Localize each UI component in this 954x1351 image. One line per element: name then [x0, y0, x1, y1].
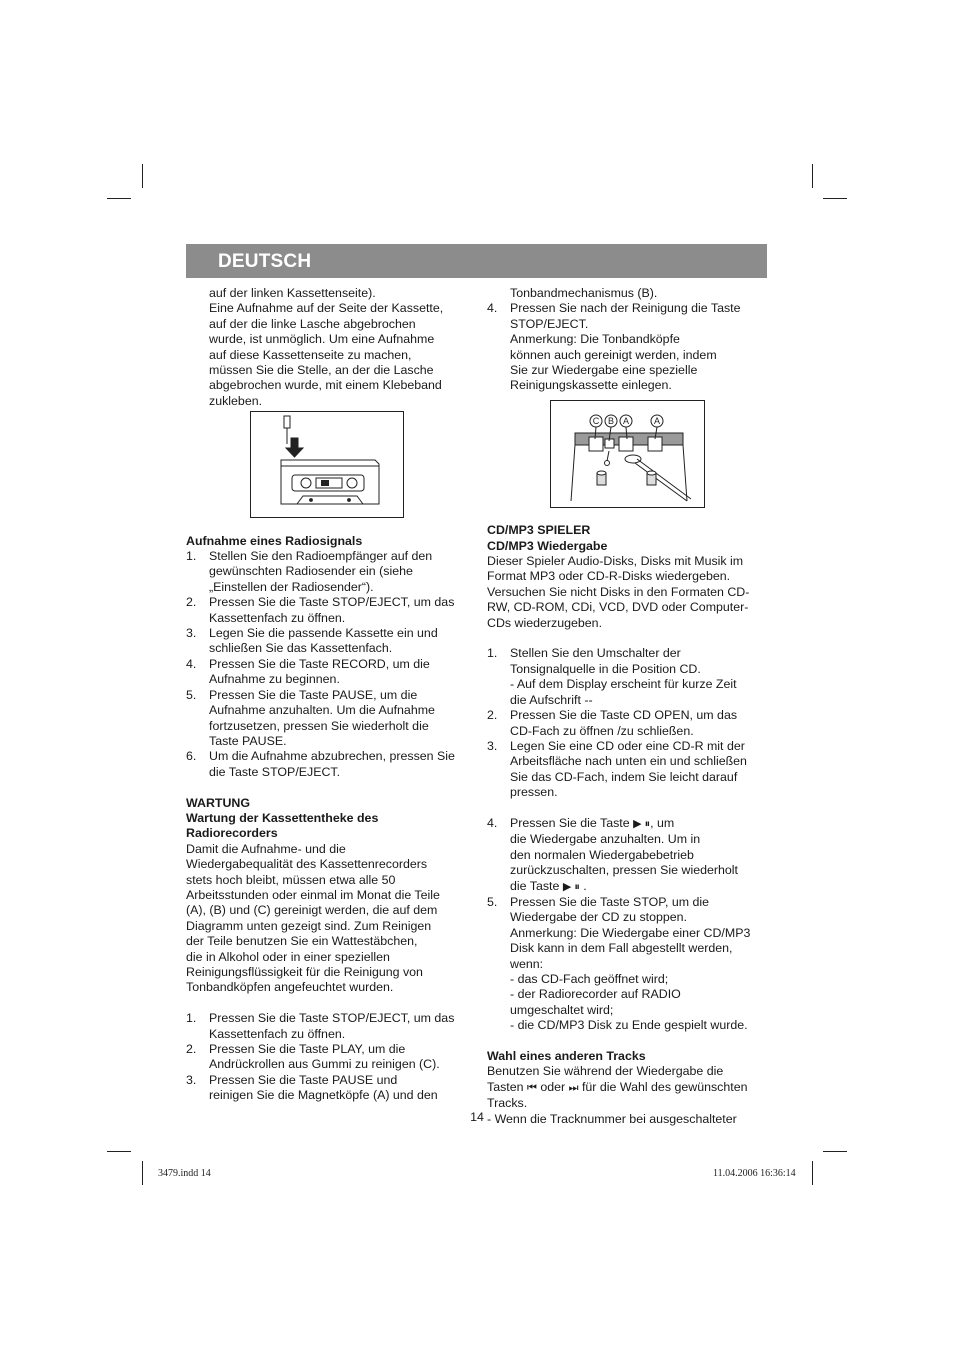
spacer	[487, 631, 772, 646]
language-title: DEUTSCH	[218, 251, 312, 272]
text-line: der Teile benutzen Sie ein Wattestäbchen,	[186, 934, 418, 949]
list-item	[487, 646, 772, 708]
text-line: CD-Fach zu öffnen /zu schließen.	[510, 723, 694, 738]
step-number: 4.	[487, 301, 498, 316]
list-item	[487, 739, 772, 801]
crop-mark	[107, 1151, 131, 1152]
text-line: Pressen Sie die Taste STOP/EJECT, um das	[209, 1011, 455, 1026]
text-fragment: für die Wahl des gewünschten	[581, 1079, 748, 1094]
text-line: Tonbandköpfen angefeuchtet wurden.	[186, 980, 394, 995]
text-line: Stellen Sie den Umschalter der	[510, 646, 681, 661]
text-line: Legen Sie die passende Kassette ein und	[209, 626, 438, 641]
spacer	[186, 518, 470, 533]
text-fragment: die Taste	[510, 878, 560, 893]
crop-mark	[107, 198, 131, 199]
page-number: 14	[470, 1110, 484, 1124]
spacer	[487, 1034, 772, 1049]
language-header-bar	[186, 244, 767, 278]
print-timestamp: 11.04.2006 16:36:14	[713, 1168, 796, 1179]
play-pause-icon: ▶ ⏸	[633, 817, 651, 830]
step-number: 6.	[186, 749, 197, 764]
text-line: Format MP3 oder CD-R-Disks wiedergeben.	[487, 569, 731, 584]
radio-recording-heading: Aufnahme eines Radiosignals	[186, 533, 363, 548]
cassette-illustration-svg	[251, 412, 403, 517]
text-line: - der Radiorecorder auf RADIO	[510, 987, 681, 1002]
spacer	[487, 508, 772, 523]
text-fragment: oder	[540, 1079, 566, 1094]
text-line: Dieser Spieler Audio-Disks, Disks mit Musik im	[487, 554, 744, 569]
text-line: die in Alkohol oder in einer speziellen	[186, 949, 390, 964]
text-line	[487, 1080, 772, 1096]
text-line: Pressen Sie nach der Reinigung die Taste	[510, 301, 741, 316]
text-line: auf diese Kassettenseite zu machen,	[209, 347, 412, 362]
text-line: die Aufschrift --	[510, 692, 593, 707]
text-line: Aufnahme anzuhalten. Um die Aufnahme	[209, 703, 435, 718]
spacer	[186, 996, 470, 1011]
label-a: A	[622, 415, 630, 426]
maintenance-heading: WARTUNG	[186, 795, 251, 810]
print-file-info: 3479.indd 14	[158, 1168, 211, 1179]
maintenance-steps-continued	[487, 301, 772, 393]
cd-player-heading: CD/MP3 SPIELER	[487, 523, 591, 538]
text-line: (A), (B) und (C) gereinigt werden, die auf dem	[186, 903, 438, 918]
text-line: Aufnahme zu beginnen.	[209, 672, 340, 687]
maintenance-steps	[186, 1011, 470, 1103]
text-line: Wiedergabe der CD zu stoppen.	[510, 910, 688, 925]
skip-back-icon: ⏮	[526, 1081, 537, 1094]
text-line: Diagramm unten gezeigt sind. Zum Reinigen	[186, 918, 432, 933]
list-item	[186, 1073, 470, 1104]
crop-mark	[142, 164, 143, 188]
crop-mark	[823, 1151, 847, 1152]
list-item	[487, 816, 772, 895]
text-line: Benutzen Sie während der Wiedergabe die	[487, 1064, 724, 1079]
left-column	[186, 286, 470, 1104]
text-line: fortzusetzen, pressen Sie wiederholt die	[209, 718, 429, 733]
text-line: STOP/EJECT.	[510, 316, 589, 331]
step-number: 3.	[487, 738, 498, 753]
crop-mark	[142, 1161, 143, 1185]
list-item	[487, 895, 772, 1034]
maintenance-body	[186, 842, 470, 996]
skip-forward-icon: ⏭	[568, 1081, 579, 1094]
text-line: Damit die Aufnahme- und die	[186, 841, 346, 856]
cd-intro	[487, 554, 772, 631]
play-pause-icon: ▶ ⏸	[562, 880, 580, 893]
label-b: B	[607, 415, 615, 426]
track-select-heading: Wahl eines anderen Tracks	[487, 1049, 646, 1063]
text-line: - Wenn die Tracknummer bei ausgeschalteter	[487, 1111, 737, 1126]
text-line: auf der linken Kassettenseite).	[209, 286, 376, 300]
text-line: Arbeitsstunden oder einmal im Monat die Teile	[186, 887, 440, 902]
step-number: 1.	[487, 646, 498, 661]
list-item	[186, 549, 470, 595]
cd-steps	[487, 646, 772, 1033]
text-line: gewünschten Radiosender ein (siehe	[209, 564, 413, 579]
maintenance-subheading: Wartung der Kassettentheke des	[186, 810, 379, 825]
text-line: abgebrochen wurde, mit einem Klebeband	[209, 378, 442, 393]
text-line	[510, 879, 772, 895]
radio-recording-steps	[186, 549, 470, 780]
step-number: 5.	[186, 687, 197, 702]
text-line: Anmerkung: Die Tonbandköpfe	[510, 332, 680, 347]
text-line: Sie zur Wiedergabe eine spezielle	[510, 363, 698, 378]
list-item	[487, 301, 772, 393]
text-fragment: Tasten	[487, 1079, 524, 1094]
crop-mark	[823, 198, 847, 199]
text-line: Pressen Sie die Taste STOP, um die	[510, 894, 710, 909]
step-number: 1.	[186, 549, 197, 564]
text-line: „Einstellen der Radiosender“).	[209, 579, 374, 594]
text-line	[510, 816, 772, 832]
text-line: - die CD/MP3 Disk zu Ende gespielt wurde.	[510, 1018, 748, 1033]
text-line: Kassettenfach zu öffnen.	[209, 1026, 346, 1041]
text-line: Taste PAUSE.	[209, 733, 287, 748]
step-number: 3.	[186, 1072, 197, 1087]
text-line: die Wiedergabe anzuhalten. Um in	[510, 832, 701, 847]
crop-mark	[812, 1161, 813, 1185]
list-item	[186, 1042, 470, 1073]
text-line: können auch gereinigt werden, indem	[510, 347, 717, 362]
text-line: - Auf dem Display erscheint für kurze Zeit	[510, 677, 737, 692]
text-line: Stellen Sie den Radioempfänger auf den	[209, 549, 433, 564]
cd-playback-subheading: CD/MP3 Wiedergabe	[487, 538, 608, 553]
step-number: 2.	[487, 708, 498, 723]
text-line: Disk kann in dem Fall abgestellt werden,	[510, 941, 733, 956]
text-line: Pressen Sie die Taste CD OPEN, um das	[510, 708, 738, 723]
step-number: 2.	[186, 1042, 197, 1057]
text-line: Legen Sie eine CD oder eine CD-R mit der	[510, 738, 745, 753]
list-item	[186, 657, 470, 688]
step-number: 1.	[186, 1011, 197, 1026]
text-line: wurde, ist unmöglich. Um eine Aufnahme	[209, 332, 435, 347]
text-line: RW, CD-ROM, CDi, VCD, DVD oder Computer-	[487, 600, 749, 615]
step-number: 4.	[487, 815, 498, 830]
text-line: Reinigungsflüssigkeit für die Reinigung von	[186, 965, 423, 979]
text-fragment: .	[583, 878, 587, 893]
text-line: Andrückrollen aus Gummi zu reinigen (C).	[209, 1057, 440, 1072]
text-line: Anmerkung: Die Wiedergabe einer CD/MP3	[510, 925, 751, 940]
text-line: Pressen Sie die Taste PAUSE und	[209, 1072, 398, 1087]
crop-mark	[812, 164, 813, 188]
text-line: die Taste STOP/EJECT.	[209, 764, 341, 779]
list-item	[186, 1011, 470, 1042]
text-line: Reinigungskassette einlegen.	[510, 378, 672, 393]
step-number: 2.	[186, 595, 197, 610]
list-item	[487, 708, 772, 739]
text-line: Kassettenfach zu öffnen.	[209, 610, 346, 625]
tape-heads-svg	[551, 401, 704, 507]
text-line: Wiedergabequalität des Kassettenrecorders	[186, 857, 428, 872]
text-line: Pressen Sie die Taste STOP/EJECT, um das	[209, 595, 455, 610]
step-number: 3.	[186, 626, 197, 641]
list-item	[186, 688, 470, 750]
text-line: CDs wiederzugeben.	[487, 615, 603, 630]
list-item	[186, 595, 470, 626]
maintenance-subheading: Radiorecorders	[186, 826, 278, 841]
label-a: A	[653, 415, 661, 426]
list-item	[186, 626, 470, 657]
text-line: Um die Aufnahme abzubrechen, pressen Sie	[209, 749, 455, 764]
text-line: Tonsignalquelle in die Position CD.	[510, 661, 701, 676]
text-line: Pressen Sie die Taste PAUSE, um die	[209, 687, 418, 702]
text-fragment: , um	[650, 815, 675, 830]
tape-heads-illustration	[550, 400, 705, 508]
text-line: Tracks.	[487, 1096, 528, 1111]
cassette-intro	[186, 286, 470, 409]
text-line: Eine Aufnahme auf der Seite der Kassette,	[209, 301, 444, 316]
text-line: zukleben.	[209, 393, 263, 408]
text-line: Arbeitsfläche nach unten ein und schließen	[510, 754, 747, 769]
label-c: C	[592, 415, 600, 426]
right-column	[487, 286, 772, 1127]
text-line: Tonbandmechanismus (B).	[510, 286, 658, 300]
text-line: umgeschaltet wird;	[510, 1002, 614, 1017]
text-line: - das CD-Fach geöffnet wird;	[510, 971, 669, 986]
text-line: pressen.	[510, 785, 558, 800]
spacer	[186, 780, 470, 795]
text-line: wenn:	[510, 956, 544, 971]
list-item	[186, 749, 470, 780]
text-fragment: Pressen Sie die Taste	[510, 815, 630, 830]
text-line: stets hoch bleibt, müssen etwa alle 50	[186, 872, 396, 887]
text-line: Pressen Sie die Taste RECORD, um die	[209, 656, 430, 671]
text-line: auf der die linke Lasche abgebrochen	[209, 316, 416, 331]
cassette-tab-illustration	[250, 411, 404, 518]
text-line: zurückzuschalten, pressen Sie wiederholt	[510, 863, 738, 878]
text-line: Pressen Sie die Taste PLAY, um die	[209, 1042, 406, 1057]
step-number: 5.	[487, 894, 498, 909]
text-line: den normalen Wiedergabebetrieb	[510, 847, 694, 862]
text-line: reinigen Sie die Magnetköpfe (A) und den	[209, 1088, 438, 1103]
text-line: Sie das CD-Fach, indem Sie leicht darauf	[510, 769, 738, 784]
text-line: müssen Sie die Stelle, an der die Lasche	[209, 363, 434, 378]
text-line: Versuchen Sie nicht Disks in den Formaten CD-	[487, 584, 750, 599]
text-line: schließen Sie das Kassettenfach.	[209, 641, 393, 656]
step-number: 4.	[186, 656, 197, 671]
